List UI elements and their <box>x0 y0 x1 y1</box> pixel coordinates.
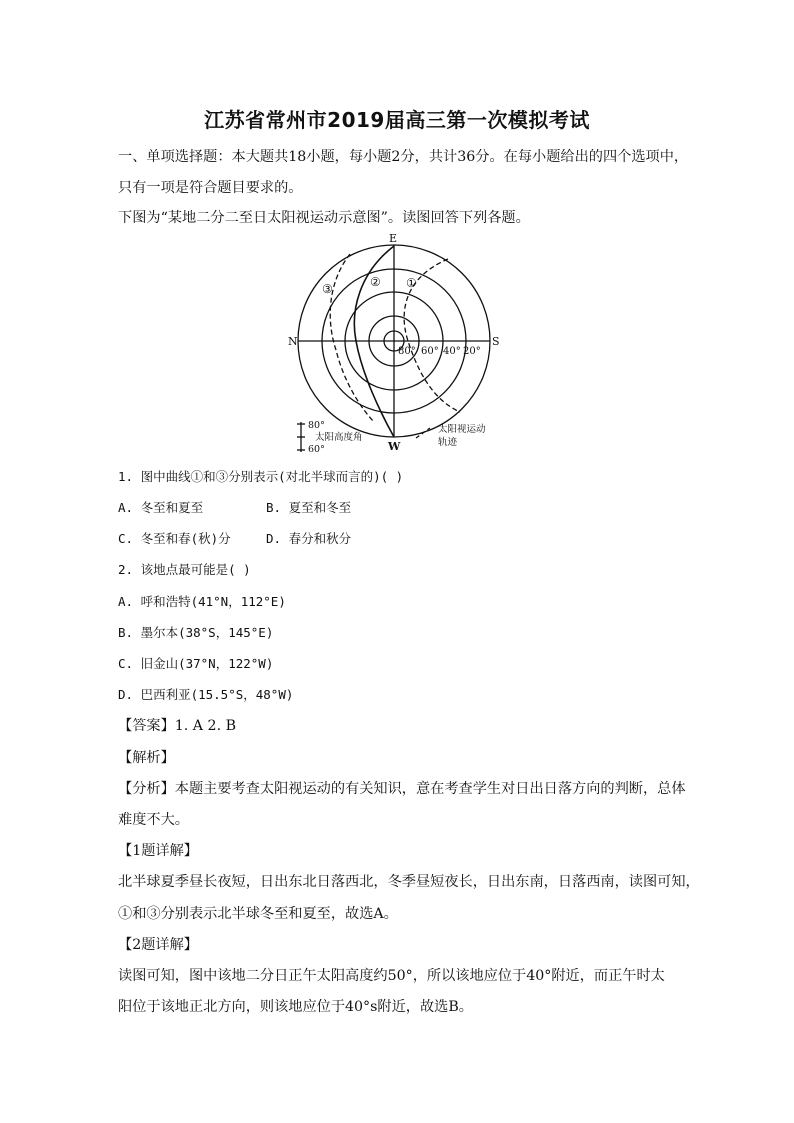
section-instruction-cont: 只有一项是符合题目要求的。 <box>118 180 303 196</box>
question-2-option-c: C. 旧金山(37°N，122°W) <box>118 656 274 671</box>
analysis-text: 【分析】本题主要考查太阳视运动的有关知识，意在考查学生对日出日落方向的判断，总体 <box>118 781 686 797</box>
question-1-option-d: D. 春分和秋分 <box>266 531 352 546</box>
detail-1-heading: 【1题详解】 <box>118 843 198 859</box>
analysis-text-cont: 难度不大。 <box>118 812 189 828</box>
question-2-option-b: B. 墨尔本(38°S，145°E) <box>118 625 274 640</box>
curve-label-2: ② <box>370 275 381 289</box>
curve-label-1: ① <box>406 276 417 290</box>
question-1-stem: 1. 图中曲线①和③分别表示(对北半球而言的)( ) <box>118 469 404 484</box>
detail-2-heading: 【2题详解】 <box>118 937 198 953</box>
legend-path-label-1: 太阳视运动 <box>438 424 486 435</box>
sun-path-svg <box>288 232 508 454</box>
curve-label-3: ③ <box>322 282 333 296</box>
legend-80: 80° <box>308 420 325 431</box>
question-2-option-d: D. 巴西利亚(15.5°S，48°W) <box>118 687 294 702</box>
tick-20: 20° <box>463 346 481 357</box>
detail-2-text-cont: 阳位于该地正北方向，则该地应位于40°s附近，故选B。 <box>118 999 473 1015</box>
detail-1-text: 北半球夏季昼长夜短，日出东北日落西北，冬季昼短夜长，日出东南，日落西南，读图可知， <box>118 874 700 890</box>
label-east: E <box>389 232 398 245</box>
detail-2-text: 读图可知，图中该地二分日正午太阳高度约50°，所以该地应位于40°附近，而正午时太 <box>118 968 665 984</box>
tick-40: 40° <box>443 346 461 357</box>
sun-path-diagram <box>288 232 508 454</box>
label-north: N <box>288 335 298 348</box>
question-1-option-a: A. 冬至和夏至 <box>118 500 204 515</box>
question-1-option-c: C. 冬至和春(秋)分 <box>118 531 231 546</box>
tick-60: 60° <box>421 346 439 357</box>
question-2-option-a: A. 呼和浩特(41°N，112°E) <box>118 594 286 609</box>
answer-line: 【答案】1. A 2. B <box>118 718 237 734</box>
legend-60: 60° <box>308 444 325 454</box>
question-1-option-b: B. 夏至和冬至 <box>266 500 352 515</box>
analysis-heading: 【解析】 <box>118 750 175 766</box>
section-instruction: 一、单项选择题：本大题共18小题，每小题2分，共计36分。在每小题给出的四个选项中， <box>118 149 689 165</box>
label-south: S <box>492 335 500 348</box>
tick-80: 80° <box>398 346 416 357</box>
label-west: W <box>388 440 401 453</box>
legend-dashed-line <box>416 428 430 438</box>
legend-path-label-2: 轨迹 <box>438 437 458 448</box>
page-title: 江苏省常州市2019届高三第一次模拟考试 <box>204 108 590 132</box>
detail-1-text-cont: ①和③分别表示北半球冬至和夏至，故选A。 <box>118 906 398 922</box>
legend-altitude-label: 太阳高度角 <box>315 432 363 443</box>
sun-path-curve-3 <box>330 254 374 422</box>
question-2-stem: 2. 该地点最可能是( ) <box>118 562 251 577</box>
question-intro: 下图为“某地二分二至日太阳视运动示意图”。读图回答下列各题。 <box>118 210 530 226</box>
